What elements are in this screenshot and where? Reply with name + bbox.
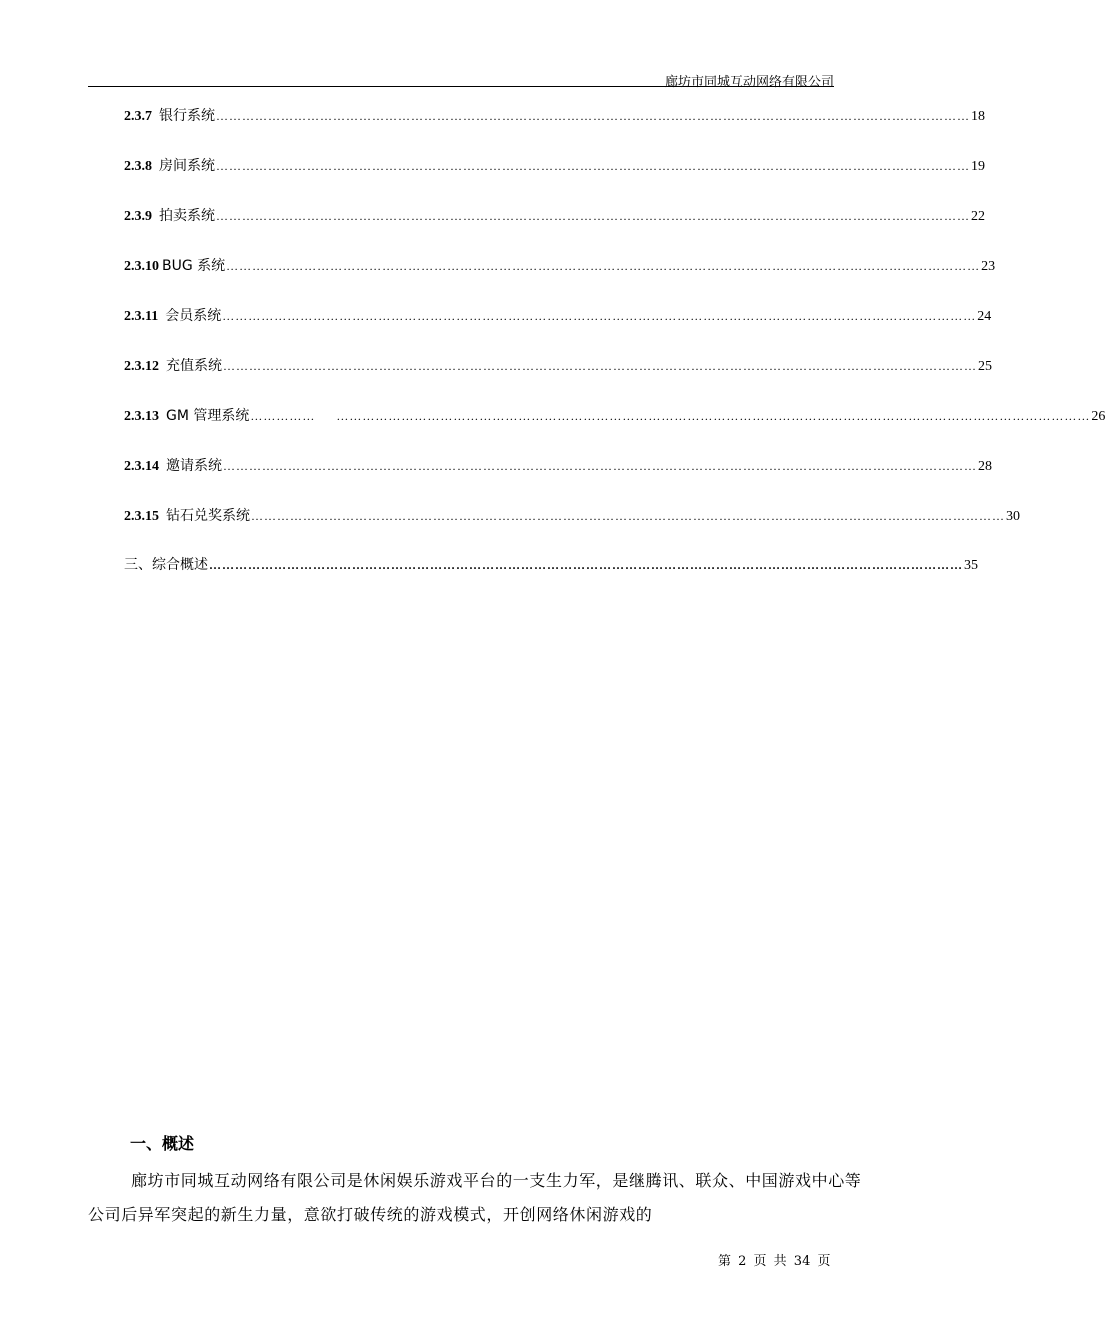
toc-leader-dots: ………………………………………………………………………………………………………………………………………………………… [222,309,977,323]
toc-entry-page: 19 [971,159,985,174]
toc-entry-2-3-11[interactable] [124,305,992,327]
toc-entry-2-3-15[interactable] [124,505,1020,527]
page-footer-number: 第 2 页 共 34 页 [718,1254,831,1269]
toc-entry-2-3-10[interactable] [124,255,996,277]
toc-leader-dots: ………………………………………………………………………………………………………………………………………………………… [209,558,963,572]
toc-entry-title: 拍卖系统 [159,208,215,224]
toc-leader-dots: ………………………………………………………………………………………………………………………………………………………… [223,359,977,373]
toc-leader-dots: ………………………………………………………………………………………………………………………………………………………… [223,459,977,473]
toc-entry-number: 2.3.7 [124,109,152,124]
header-rule [88,86,834,87]
page-header-company: 廊坊市同城互动网络有限公司 [664,75,834,90]
toc-entry-page: 26 [1091,409,1105,424]
toc-entry-number: 2.3.10 [124,259,159,274]
toc-entry-2-3-13[interactable] [124,405,1105,427]
toc-entry-title: 银行系统 [159,108,215,124]
toc-entry-number: 2.3.12 [124,359,159,374]
toc-entry-page: 23 [981,259,996,274]
toc-entry-section-3[interactable] [124,554,978,576]
section-heading: 一、概述 [130,1134,195,1153]
toc-leader-dots: …………… [250,409,316,423]
toc-entry-2-3-8[interactable] [124,155,985,177]
toc-leader-dots: ………………………………………………………………………………………………………………………………………………………… [216,159,970,173]
toc-entry-title: 邀请系统 [166,458,222,474]
toc-entry-title: 充值系统 [166,358,222,374]
toc-entry-page: 22 [971,209,985,224]
toc-leader-dots: ………………………………………………………………………………………………………………………………………………………… [216,109,970,123]
toc-entry-page: 18 [971,109,985,124]
body-paragraph: 廊坊市同城互动网络有限公司是休闲娱乐游戏平台的一支生力军，是继腾讯、联众、中国游戏中心等公司后异军突起的新生力量，意欲打破传统的游戏模式，开创网络休闲游戏的 [88,1171,862,1224]
toc-entry-page: 30 [1006,509,1020,524]
toc-entry-number: 2.3.9 [124,209,152,224]
toc-entry-page: 28 [978,459,992,474]
toc-entry-2-3-12[interactable] [124,355,992,377]
toc-entry-number: 2.3.13 [124,409,159,424]
toc-entry-title: 钻石兑奖系统 [166,508,250,524]
toc-entry-title: GM 管理系统 [166,408,250,424]
toc-entry-title: 会员系统 [165,308,222,324]
toc-leader-dots: ………………………………………………………………………………………………………………………………………………………… [251,509,1005,523]
toc-entry-title: BUG 系统 [162,258,226,274]
toc-entry-2-3-14[interactable] [124,455,992,477]
toc-entry-page: 24 [977,309,992,324]
toc-entry-page: 25 [978,359,992,374]
toc-entry-2-3-7[interactable] [124,105,985,127]
toc-leader-dots: ………………………………………………………………………………………………………………………………………………………… [216,209,970,223]
toc-leader-dots: ………………………………………………………………………………………………………………………………………………………… [226,259,981,273]
toc-entry-number: 2.3.15 [124,509,159,524]
toc-leader-dots: ………………………………………………………………………………………………………………………………………………………… [336,409,1091,423]
toc-entry-number: 2.3.11 [124,309,159,324]
toc-entry-number: 2.3.8 [124,159,152,174]
toc-entry-2-3-9[interactable] [124,205,985,227]
toc-entry-title: 房间系统 [159,158,215,174]
toc-entry-number: 2.3.14 [124,459,159,474]
toc-entry-page: 35 [964,558,978,573]
toc-entry-title: 三、综合概述 [124,557,208,573]
